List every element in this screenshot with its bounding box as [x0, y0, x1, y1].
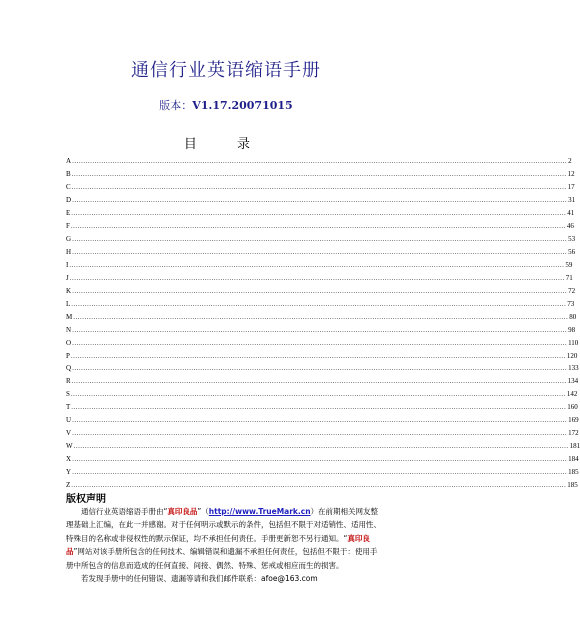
toc-letter: L	[66, 299, 71, 308]
toc-page-number: 160	[567, 403, 578, 412]
document-title: 通信行业英语缩语手册	[131, 60, 321, 81]
toc-leader-dots: ............................................................................................................................................................................................................................	[72, 364, 568, 373]
version-value: V1.17.20071015	[192, 99, 293, 112]
toc-leader-dots: ............................................................................................................................................................................................................................	[72, 286, 568, 295]
toc-page-number: 59	[565, 260, 573, 269]
toc-entry-b[interactable]	[66, 165, 575, 178]
toc-entry-v[interactable]	[66, 424, 579, 438]
toc-page-number: 142	[566, 390, 578, 399]
toc-letter: Y	[66, 468, 72, 477]
toc-page-number: 185	[567, 481, 578, 490]
toc-page-number: 72	[568, 286, 576, 295]
toc-letter: F	[66, 221, 70, 230]
toc-page-number: 185	[568, 468, 579, 477]
toc-letter: T	[66, 403, 71, 412]
toc-entry-h[interactable]	[66, 243, 576, 256]
toc-letter: K	[66, 286, 72, 295]
toc-page-number: 2	[568, 156, 572, 165]
toc-entry-l[interactable]	[66, 295, 575, 308]
toc-entry-e[interactable]	[66, 204, 575, 217]
toc-page-number: 56	[568, 247, 576, 256]
toc-page-number: 120	[566, 351, 578, 360]
toc-leader-dots: ............................................................................................................................................................................................................................	[72, 195, 568, 204]
toc-page-number: 73	[567, 299, 575, 308]
toc-leader-dots: ............................................................................................................................................................................................................................	[72, 429, 568, 438]
toc-page-number: 181	[569, 442, 580, 451]
toc-letter: S	[66, 390, 70, 399]
toc-page-number: 134	[567, 377, 579, 386]
toc-page-number: 184	[568, 455, 579, 464]
toc-leader-dots: ............................................................................................................................................................................................................................	[72, 416, 568, 425]
toc-letter: X	[66, 455, 72, 464]
version-label: 版本：	[159, 99, 193, 112]
toc-entry-u[interactable]	[66, 411, 579, 425]
toc-page-number: 71	[565, 273, 573, 282]
toc-entry-d[interactable]	[66, 191, 576, 204]
toc-entry-j[interactable]	[66, 269, 573, 282]
toc-entry-c[interactable]	[66, 178, 575, 191]
toc-leader-dots: ............................................................................................................................................................................................................................	[69, 273, 565, 282]
toc-letter: D	[66, 195, 72, 204]
toc-leader-dots: ............................................................................................................................................................................................................................	[72, 156, 568, 165]
toc-entry-y[interactable]	[66, 463, 579, 477]
toc-entry-w[interactable]	[66, 437, 580, 451]
table-of-contents	[66, 152, 580, 490]
toc-page-number: 133	[568, 364, 579, 373]
toc-leader-dots: ............................................................................................................................................................................................................................	[71, 377, 567, 386]
brand-name-2: 真印良品	[66, 533, 370, 557]
contact-paragraph: 若发现手册中的任何错误、遗漏等请和我们邮件联系：afoe@163.com	[81, 574, 318, 584]
toc-entry-n[interactable]	[66, 321, 576, 334]
toc-entry-z[interactable]	[66, 476, 578, 490]
toc-letter: P	[66, 351, 70, 360]
toc-letter: U	[66, 416, 72, 425]
toc-page-number: 80	[569, 312, 577, 321]
toc-page-number: 46	[566, 221, 574, 230]
toc-entry-k[interactable]	[66, 282, 576, 295]
toc-leader-dots: ............................................................................................................................................................................................................................	[69, 260, 565, 269]
toc-letter: E	[66, 208, 71, 217]
toc-leader-dots: ............................................................................................................................................................................................................................	[72, 247, 568, 256]
copyright-text-d: ”网站对该手册所包含的任何技术、编辑错误和遗漏不承担任何责任，包括但不限于：使用手册中所包含的信息而造成的任何直接、间接、偶然、特殊、惩戒或相应而生的损害。	[66, 547, 378, 570]
brand-name: 真印良品	[167, 507, 198, 516]
toc-leader-dots: ............................................................................................................................................................................................................................	[72, 234, 568, 243]
copyright-text-c: ）在前期相关网友整理基础上汇编，在此一并感谢。对于任何明示或默示的条件，包括但不限于对适销性、适用性、特殊目的名称或非侵权性的默示保证，均不承担任何责任。手册更新恕不另行通知。“	[66, 507, 381, 543]
toc-leader-dots: ............................................................................................................................................................................................................................	[70, 221, 566, 230]
toc-leader-dots: ............................................................................................................................................................................................................................	[71, 169, 567, 178]
toc-page-number: 110	[568, 338, 579, 347]
toc-leader-dots: ............................................................................................................................................................................................................................	[71, 182, 567, 191]
version-line	[0, 97, 452, 113]
toc-leader-dots: ............................................................................................................................................................................................................................	[73, 442, 569, 451]
copyright-paragraph	[66, 505, 384, 572]
toc-page-number: 31	[568, 195, 576, 204]
toc-page-number: 12	[567, 169, 575, 178]
toc-leader-dots: ............................................................................................................................................................................................................................	[72, 455, 568, 464]
toc-letter: N	[66, 325, 72, 334]
toc-letter: M	[66, 312, 73, 321]
toc-page-number: 53	[568, 234, 576, 243]
toc-heading: 目 录	[183, 137, 269, 152]
toc-entry-f[interactable]	[66, 217, 574, 230]
toc-entry-t[interactable]	[66, 398, 578, 412]
toc-letter: V	[66, 429, 72, 438]
toc-leader-dots: ............................................................................................................................................................................................................................	[72, 338, 568, 347]
toc-letter: J	[66, 273, 69, 282]
toc-entry-p[interactable]	[66, 347, 578, 360]
toc-entry-g[interactable]	[66, 230, 576, 243]
toc-page-number: 41	[567, 208, 575, 217]
toc-leader-dots: ............................................................................................................................................................................................................................	[72, 325, 568, 334]
toc-leader-dots: ............................................................................................................................................................................................................................	[71, 299, 567, 308]
toc-letter: C	[66, 182, 71, 191]
toc-entry-x[interactable]	[66, 450, 579, 464]
toc-letter: I	[66, 260, 69, 269]
toc-leader-dots: ............................................................................................................................................................................................................................	[70, 351, 566, 360]
toc-letter: Z	[66, 481, 71, 490]
toc-letter: W	[66, 442, 73, 451]
copyright-body	[66, 505, 384, 585]
toc-leader-dots: ............................................................................................................................................................................................................................	[71, 481, 567, 490]
toc-entry-r[interactable]	[66, 372, 579, 386]
toc-letter: B	[66, 169, 71, 178]
copyright-text-a: 通信行业英语缩语手册由“	[81, 507, 168, 516]
toc-letter: H	[66, 247, 72, 256]
toc-leader-dots: ............................................................................................................................................................................................................................	[71, 208, 567, 217]
toc-letter: O	[66, 338, 72, 347]
toc-letter: Q	[66, 364, 72, 373]
copyright-text-b: ”（	[197, 507, 209, 516]
toc-page-number: 172	[568, 429, 579, 438]
toc-leader-dots: ............................................................................................................................................................................................................................	[70, 390, 566, 399]
toc-letter: R	[66, 377, 71, 386]
toc-entry-i[interactable]	[66, 256, 573, 269]
toc-leader-dots: ............................................................................................................................................................................................................................	[72, 468, 568, 477]
toc-page-number: 98	[568, 325, 576, 334]
toc-entry-m[interactable]	[66, 308, 577, 321]
toc-entry-a[interactable]	[66, 152, 572, 165]
toc-leader-dots: ............................................................................................................................................................................................................................	[71, 403, 567, 412]
toc-letter: A	[66, 156, 72, 165]
toc-page-number: 169	[568, 416, 579, 425]
toc-entry-s[interactable]	[66, 385, 578, 399]
website-link[interactable]: http://www.TrueMark.cn	[208, 507, 311, 516]
toc-entry-o[interactable]	[66, 334, 579, 347]
toc-entry-q[interactable]	[66, 360, 579, 373]
copyright-heading: 版权声明	[66, 494, 106, 505]
toc-leader-dots: ............................................................................................................................................................................................................................	[73, 312, 569, 321]
toc-page-number: 17	[567, 182, 575, 191]
toc-letter: G	[66, 234, 72, 243]
